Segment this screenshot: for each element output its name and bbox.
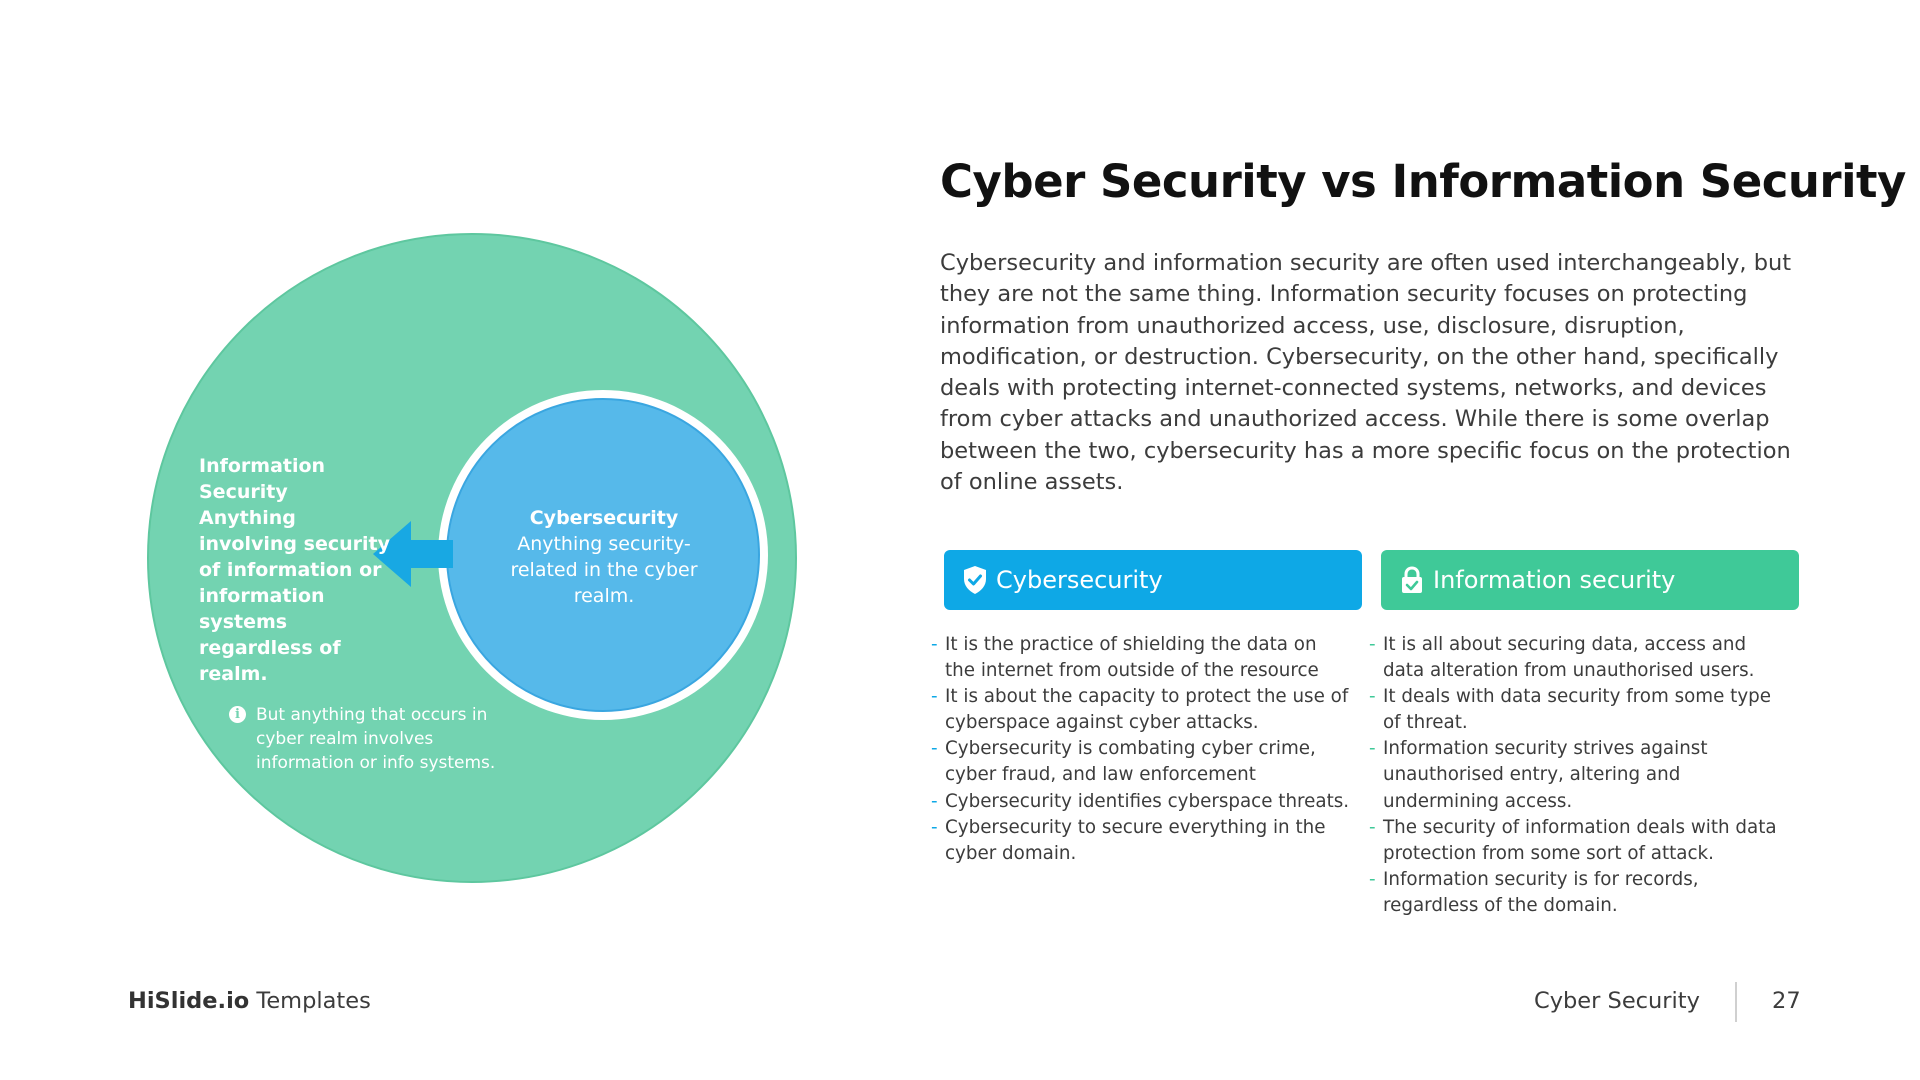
footer-divider xyxy=(1735,982,1737,1022)
list-item: - Information security is for records, regardless of the domain. xyxy=(1369,868,1699,916)
list-item: - It is the practice of shielding the data on the internet from outside of the resource xyxy=(931,634,1319,682)
inner-circle-title: Cybersecurity xyxy=(529,507,679,529)
cybersecurity-header-label: Cybersecurity xyxy=(996,566,1163,594)
list-item: - It deals with data security from some type of threat. xyxy=(1369,686,1771,734)
outer-circle-title: Information Security xyxy=(199,455,326,503)
footer-section-title: Cyber Security xyxy=(1534,988,1700,1014)
venn-diagram xyxy=(147,233,795,881)
list-item: - It is about the capacity to protect the use of cyberspace against cyber attacks. xyxy=(931,686,1349,734)
list-item: - It is all about securing data, access and data alteration from unauthorised users. xyxy=(1369,634,1755,682)
list-item: - Information security strives against unauthorised entry, altering and undermining access. xyxy=(1369,738,1708,812)
cybersecurity-header xyxy=(944,550,1362,610)
diagram-note-text: But anything that occurs in cyber realm involves information or info systems. xyxy=(256,705,496,773)
lock-icon xyxy=(1397,564,1427,596)
list-item: - Cybersecurity identifies cyberspace threats. xyxy=(931,790,1350,812)
shield-check-icon xyxy=(960,564,990,596)
footer-brand-rest: Templates xyxy=(256,988,371,1014)
list-item: - Cybersecurity is combating cyber crime, cyber fraud, and law enforcement xyxy=(931,738,1316,786)
inner-circle-description: Anything security-related in the cyber realm. xyxy=(510,533,698,607)
inner-circle-label xyxy=(507,505,701,609)
page-number: 27 xyxy=(1772,988,1801,1014)
information-security-header xyxy=(1381,550,1799,610)
outer-circle-label xyxy=(199,453,399,687)
cybersecurity-list xyxy=(931,632,1351,867)
outer-circle-description: Anything involving security of information or information systems regardless of realm. xyxy=(199,507,390,685)
information-security-header-label: Information security xyxy=(1433,566,1676,594)
intro-paragraph: Cybersecurity and information security are often used interchangeably, but they are not the same thing. Information security focuses on protecting information from unauthorized access, use, disclosure, disruption, modification, or destruction. Cybersecurity, on the other hand, specifically deals with protecting internet-connected systems, networks, and devices from cyber attacks and unauthorized access. While there is some overlap between the two, cybersecurity has a more specific focus on the protection of online assets. xyxy=(940,250,1792,496)
list-item: - The security of information deals with data protection from some sort of attack. xyxy=(1369,816,1777,864)
footer-brand-bold: HiSlide.io xyxy=(128,988,250,1014)
information-security-list xyxy=(1369,632,1789,919)
list-item: - Cybersecurity to secure everything in the cyber domain. xyxy=(931,816,1326,864)
footer-brand xyxy=(128,988,371,1014)
slide-title: Cyber Security vs Information Security xyxy=(940,155,1906,208)
info-icon: i xyxy=(229,706,246,723)
